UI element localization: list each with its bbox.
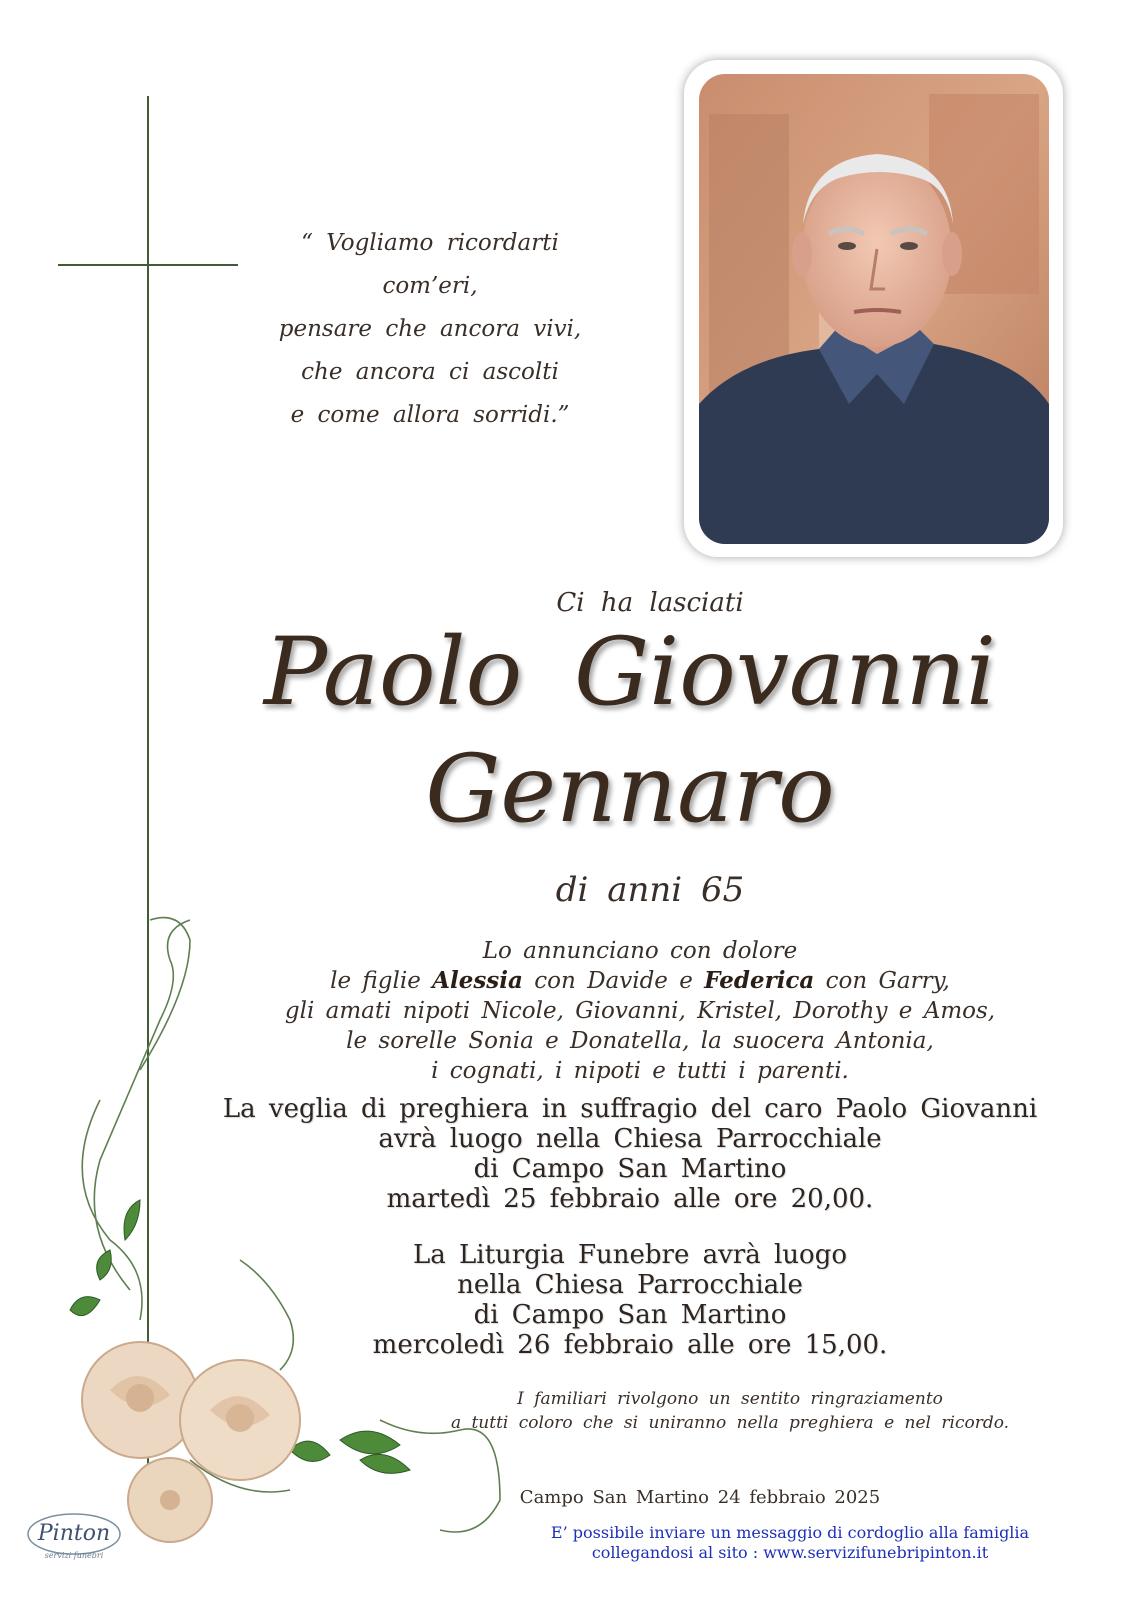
online-condolence-note: [480, 1523, 1100, 1563]
liturgy-line: La Liturgia Funebre avrà luogo: [413, 1240, 847, 1270]
family-text: con Garry,: [825, 968, 950, 994]
liturgy-line: mercoledì 26 febbraio alle ore 15,00.: [372, 1330, 888, 1360]
quote-line: “ Vogliamo ricordarti com’eri,: [301, 230, 559, 299]
memorial-quote: [265, 222, 595, 437]
thanks-line: a tutti coloro che si uniranno nella preghiera e nel ricordo.: [450, 1413, 1010, 1433]
cross-icon-horizontal: [58, 264, 238, 266]
quote-line: pensare che ancora vivi,: [278, 316, 582, 342]
logo-tagline: servizi funebri: [44, 1551, 104, 1560]
vigil-line: avrà luogo nella Chiesa Parrocchiale: [378, 1124, 882, 1154]
online-link[interactable]: collegandosi al sito : www.servizifunebripinton.it: [591, 1543, 989, 1562]
online-line: E’ possibile inviare un messaggio di cordoglio alla famiglia: [550, 1523, 1030, 1542]
vigil-line: martedì 25 febbraio alle ore 20,00.: [386, 1184, 874, 1214]
daughter-name: Federica: [704, 967, 815, 994]
family-text: con Davide e: [534, 968, 693, 994]
family-line: gli amati nipoti Nicole, Giovanni, Kristel, Dorothy e Amos,: [284, 998, 996, 1024]
place-date: Campo San Martino 24 febbraio 2025: [519, 1487, 881, 1508]
family-line: le sorelle Sonia e Donatella, la suocera Antonia,: [346, 1028, 934, 1054]
family-text: le figlie: [330, 968, 421, 994]
thanks-line: I familiari rivolgono un sentito ringraziamento: [517, 1389, 943, 1409]
quote-line: e come allora sorridi.”: [290, 402, 570, 428]
rose-bouquet-icon: [40, 900, 540, 1580]
logo-name: Pinton: [37, 1521, 111, 1546]
daughter-name: Alessia: [432, 967, 523, 994]
portrait-image: [699, 74, 1049, 544]
liturgy-line: di Campo San Martino: [473, 1300, 787, 1330]
family-line: i cognati, i nipoti e tutti i parenti.: [431, 1058, 849, 1084]
vigil-line: di Campo San Martino: [473, 1154, 787, 1184]
intro-text: Ci ha lasciati: [556, 588, 744, 618]
portrait-photo: [699, 74, 1049, 544]
quote-line: che ancora ci ascolti: [301, 359, 559, 385]
age-text: di anni 65: [555, 870, 745, 910]
liturgy-line: nella Chiesa Parrocchiale: [457, 1270, 803, 1300]
pinton-logo-icon: [22, 1508, 126, 1568]
vigil-line: La veglia di preghiera in suffragio del caro Paolo Giovanni: [222, 1094, 1038, 1124]
deceased-name-line1: Paolo Giovanni: [263, 618, 997, 727]
family-line: Lo annunciano con dolore: [482, 938, 798, 964]
deceased-name-line2: Gennaro: [425, 735, 835, 844]
